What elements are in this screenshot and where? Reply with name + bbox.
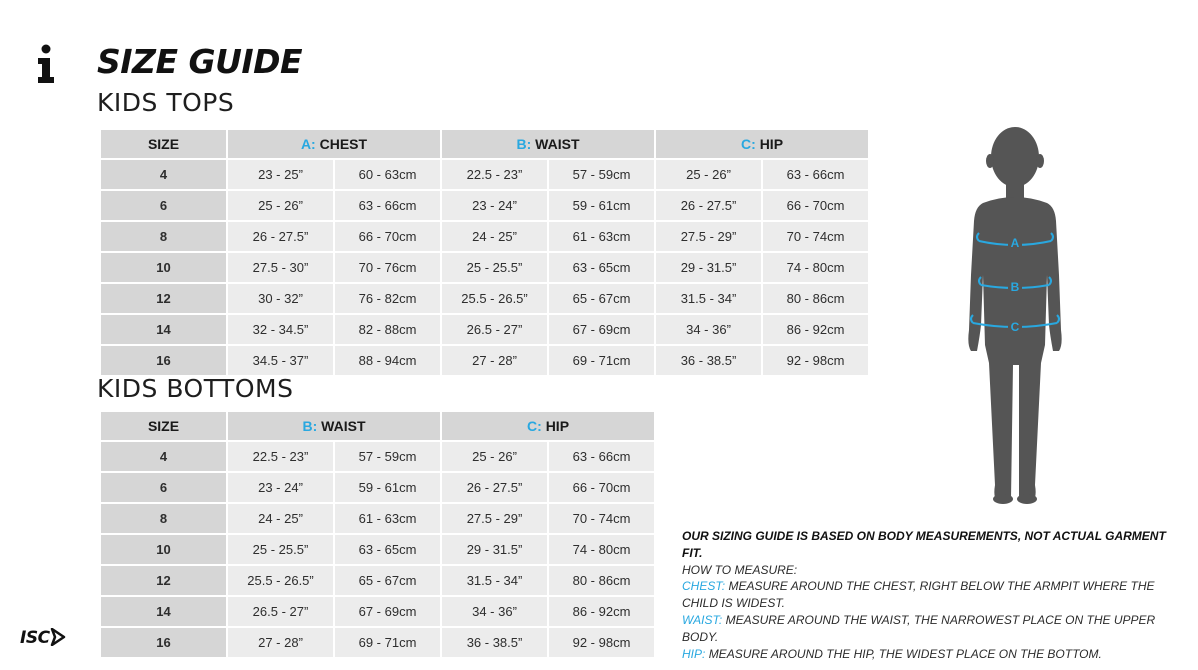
measurement-cell: 23 - 25” <box>228 160 333 189</box>
notes-waist: WAIST: MEASURE AROUND THE WAIST, THE NARROWEST PLACE ON THE UPPER BODY. <box>682 612 1156 644</box>
measurement-cell: 59 - 61cm <box>335 473 440 502</box>
hip-header: C: HIP <box>442 412 654 440</box>
chest-header: A: CHEST <box>228 130 440 158</box>
measurement-cell: 25.5 - 26.5” <box>228 566 333 595</box>
marker-a: A <box>1010 236 1020 250</box>
measurement-cell: 31.5 - 34” <box>656 284 761 313</box>
measurement-cell: 36 - 38.5” <box>656 346 761 375</box>
measurement-cell: 63 - 65cm <box>335 535 440 564</box>
table-row <box>101 504 654 533</box>
measurement-cell: 60 - 63cm <box>335 160 440 189</box>
notes-how-to: HOW TO MEASURE: <box>682 562 798 577</box>
table-row <box>101 315 868 344</box>
table-row <box>101 284 868 313</box>
measurement-cell: 65 - 67cm <box>335 566 440 595</box>
measurement-cell: 69 - 71cm <box>335 628 440 657</box>
table-row <box>101 222 868 251</box>
kids-tops-table <box>99 128 870 377</box>
table-row <box>101 346 868 375</box>
measurement-cell: 63 - 66cm <box>335 191 440 220</box>
size-cell: 14 <box>101 315 226 344</box>
size-cell: 8 <box>101 504 226 533</box>
measurement-notes <box>682 528 1172 662</box>
measurement-cell: 59 - 61cm <box>549 191 654 220</box>
table-row <box>101 442 654 471</box>
size-cell: 12 <box>101 284 226 313</box>
measurement-cell: 29 - 31.5” <box>442 535 547 564</box>
size-cell: 16 <box>101 628 226 657</box>
measurement-cell: 67 - 69cm <box>335 597 440 626</box>
size-cell: 6 <box>101 191 226 220</box>
measurement-cell: 76 - 82cm <box>335 284 440 313</box>
measurement-cell: 63 - 66cm <box>549 442 654 471</box>
measurement-cell: 27 - 28” <box>442 346 547 375</box>
measurement-cell: 29 - 31.5” <box>656 253 761 282</box>
notes-chest: CHEST: MEASURE AROUND THE CHEST, RIGHT BELOW THE ARMPIT WHERE THE CHILD IS WIDEST. <box>682 579 1155 611</box>
marker-c: C <box>1010 320 1020 334</box>
table-row <box>101 473 654 502</box>
measurement-cell: 26 - 27.5” <box>442 473 547 502</box>
table-row <box>101 628 654 657</box>
measurement-cell: 34 - 36” <box>442 597 547 626</box>
measurement-cell: 26 - 27.5” <box>656 191 761 220</box>
measurement-cell: 34 - 36” <box>656 315 761 344</box>
waist-header: B: WAIST <box>442 130 654 158</box>
measurement-cell: 26.5 - 27” <box>228 597 333 626</box>
logo-arrow-icon <box>50 628 66 646</box>
measurement-cell: 23 - 24” <box>442 191 547 220</box>
measurement-cell: 80 - 86cm <box>763 284 868 313</box>
measurement-cell: 65 - 67cm <box>549 284 654 313</box>
measurement-cell: 27.5 - 29” <box>656 222 761 251</box>
size-cell: 14 <box>101 597 226 626</box>
measurement-cell: 67 - 69cm <box>549 315 654 344</box>
kids-bottoms-table <box>99 410 656 659</box>
size-cell: 16 <box>101 346 226 375</box>
measurement-cell: 24 - 25” <box>228 504 333 533</box>
measurement-cell: 69 - 71cm <box>549 346 654 375</box>
measurement-cell: 61 - 63cm <box>549 222 654 251</box>
page-title: SIZE GUIDE <box>97 42 303 81</box>
measurement-cell: 27.5 - 30” <box>228 253 333 282</box>
measurement-cell: 63 - 66cm <box>763 160 868 189</box>
size-cell: 12 <box>101 566 226 595</box>
measurement-cell: 27.5 - 29” <box>442 504 547 533</box>
measurement-cell: 25 - 26” <box>656 160 761 189</box>
measurement-cell: 61 - 63cm <box>335 504 440 533</box>
notes-lead: OUR SIZING GUIDE IS BASED ON BODY MEASUREMENTS, NOT ACTUAL GARMENT FIT. <box>682 529 1166 560</box>
measurement-cell: 31.5 - 34” <box>442 566 547 595</box>
size-cell: 10 <box>101 535 226 564</box>
size-header: SIZE <box>101 412 226 440</box>
measurement-cell: 82 - 88cm <box>335 315 440 344</box>
measurement-cell: 27 - 28” <box>228 628 333 657</box>
body-shape <box>968 127 1061 504</box>
measurement-cell: 70 - 76cm <box>335 253 440 282</box>
measurement-cell: 24 - 25” <box>442 222 547 251</box>
measurement-cell: 66 - 70cm <box>549 473 654 502</box>
table-header-row <box>101 130 868 158</box>
measurement-cell: 74 - 80cm <box>763 253 868 282</box>
table-header-row <box>101 412 654 440</box>
size-cell: 4 <box>101 160 226 189</box>
measurement-cell: 80 - 86cm <box>549 566 654 595</box>
measurement-cell: 74 - 80cm <box>549 535 654 564</box>
measurement-cell: 25.5 - 26.5” <box>442 284 547 313</box>
measurement-cell: 86 - 92cm <box>549 597 654 626</box>
size-cell: 8 <box>101 222 226 251</box>
table-row <box>101 160 868 189</box>
hip-header: C: HIP <box>656 130 868 158</box>
measurement-cell: 25 - 26” <box>228 191 333 220</box>
measurement-cell: 88 - 94cm <box>335 346 440 375</box>
measurement-cell: 66 - 70cm <box>763 191 868 220</box>
table-row <box>101 566 654 595</box>
size-cell: 4 <box>101 442 226 471</box>
child-body-silhouette <box>955 125 1075 510</box>
size-header: SIZE <box>101 130 226 158</box>
table-row <box>101 597 654 626</box>
size-cell: 10 <box>101 253 226 282</box>
table-row <box>101 191 868 220</box>
table-row <box>101 535 654 564</box>
measurement-cell: 92 - 98cm <box>763 346 868 375</box>
measurement-cell: 32 - 34.5” <box>228 315 333 344</box>
measurement-cell: 26.5 - 27” <box>442 315 547 344</box>
info-icon <box>36 44 56 84</box>
measurement-cell: 34.5 - 37” <box>228 346 333 375</box>
measurement-cell: 92 - 98cm <box>549 628 654 657</box>
measurement-cell: 25 - 25.5” <box>442 253 547 282</box>
measurement-cell: 30 - 32” <box>228 284 333 313</box>
kids-bottoms-title: KIDS BOTTOMS <box>97 374 294 403</box>
measurement-cell: 86 - 92cm <box>763 315 868 344</box>
size-cell: 6 <box>101 473 226 502</box>
measurement-cell: 63 - 65cm <box>549 253 654 282</box>
measurement-cell: 66 - 70cm <box>335 222 440 251</box>
measurement-cell: 25 - 26” <box>442 442 547 471</box>
measurement-cell: 25 - 25.5” <box>228 535 333 564</box>
measurement-cell: 22.5 - 23” <box>442 160 547 189</box>
kids-tops-title: KIDS TOPS <box>97 88 235 117</box>
marker-b: B <box>1010 280 1020 294</box>
isc-logo: ISC <box>20 628 66 648</box>
measurement-cell: 22.5 - 23” <box>228 442 333 471</box>
measurement-cell: 23 - 24” <box>228 473 333 502</box>
measurement-cell: 57 - 59cm <box>335 442 440 471</box>
measurement-cell: 70 - 74cm <box>763 222 868 251</box>
table-row <box>101 253 868 282</box>
measurement-cell: 70 - 74cm <box>549 504 654 533</box>
measurement-cell: 36 - 38.5” <box>442 628 547 657</box>
measurement-cell: 26 - 27.5” <box>228 222 333 251</box>
notes-hip: HIP: MEASURE AROUND THE HIP, THE WIDEST PLACE ON THE BOTTOM. <box>682 646 1102 661</box>
measurement-cell: 57 - 59cm <box>549 160 654 189</box>
waist-header: B: WAIST <box>228 412 440 440</box>
